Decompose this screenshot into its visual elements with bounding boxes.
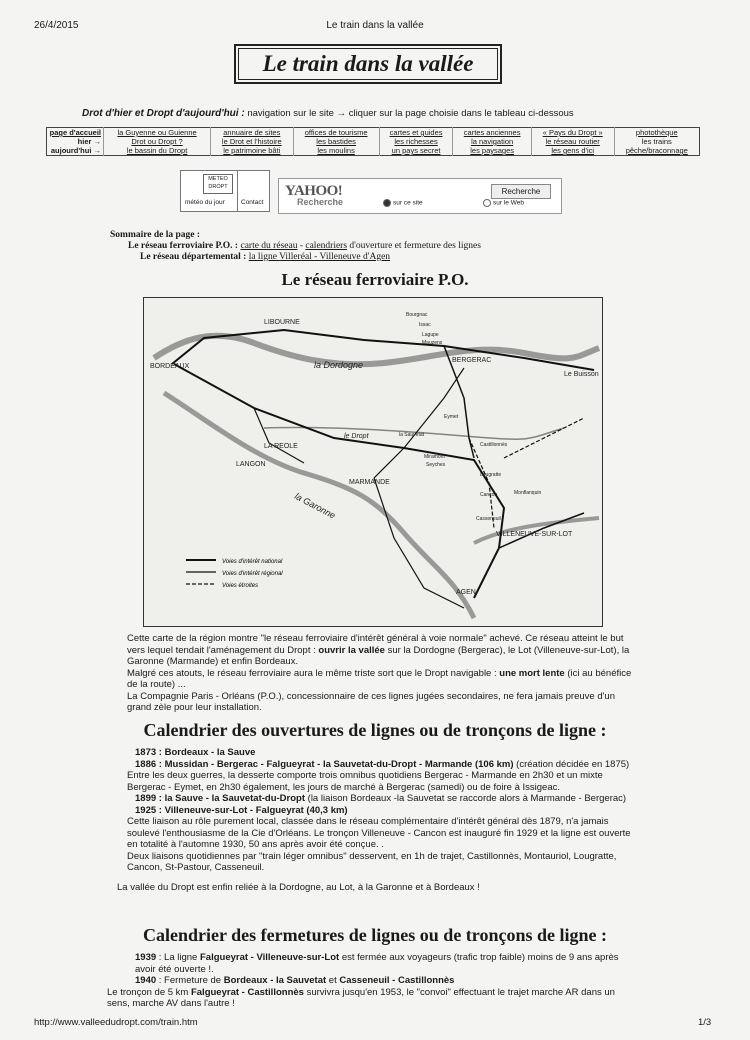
map-label: la Dordogne [314,360,364,370]
map-label: Seyches [426,462,446,468]
nav-link[interactable]: offices de tourisme [304,128,368,137]
year: 1940 [135,975,157,986]
meteo-link[interactable]: météo du jour [185,199,225,206]
summary-label: Le réseau ferroviaire P.O. : [128,241,241,251]
radio-this-site[interactable] [383,199,423,207]
map-label: Issac [419,322,431,328]
map-label: LA REOLE [264,443,298,450]
nav-table [46,127,700,156]
line-name: : Bordeaux - la Sauve [156,747,256,758]
text-bold: une mort lente [499,667,565,679]
nav-link[interactable]: Drot ou Dropt ? [131,137,183,146]
nav-link[interactable]: pêche/braconnage [625,146,688,155]
nav-link[interactable]: « Pays du Dropt » [542,128,603,137]
closures-list [107,952,637,1010]
print-header-title: Le train dans la vallée [326,20,424,31]
summary-text: d'ouverture et fermeture des lignes [347,241,481,251]
rail-line-regional [374,368,464,478]
summary-sep: - [297,241,306,251]
line-name: : Mussidan - Bergerac - Falgueyrat - la Sauvetat-du-Dropt - Marmande (106 km) [156,758,514,770]
openings-list [107,747,637,893]
meteo-logo[interactable]: METEO DROPT [203,174,233,194]
summary-link-line[interactable]: la ligne Villeréal - Villeneuve d'Agen [248,252,391,262]
nav-link[interactable]: cartes et guides [389,128,443,137]
map-label: Casseneuil [476,516,501,522]
map-label: Cancon [480,492,498,498]
nav-link[interactable]: les bastides [316,137,356,146]
map-label: Bourgnac [406,312,428,318]
text: : La ligne [156,952,200,963]
map-label: Monflanquin [514,490,542,496]
nav-link[interactable]: la Guyenne ou Guienne [117,128,197,137]
summary-link-map[interactable]: carte du réseau [240,241,298,251]
nav-current: les trains [641,137,672,146]
year: 1939 [135,952,157,963]
nav-link[interactable]: un pays secret [391,146,441,155]
nav-row-label: aujourd'hui → [50,146,101,155]
year: 1873 [135,747,157,758]
intro-paragraph [107,633,637,714]
search-button[interactable]: Recherche [491,184,551,199]
text: est fermée aux voyageurs (trafic trop faible) moins de 9 ans après avoir été ouverte !. [135,952,619,975]
heading-closures: Calendrier des fermetures de lignes ou de tronçons de ligne : [143,925,607,945]
legend-label: Voies étroites [222,583,259,589]
nav-link[interactable]: annuaire de sites [223,128,281,137]
nav-link[interactable]: le patrimoine bâti [223,146,281,155]
text: : Fermeture de [156,975,224,986]
site-banner [234,44,502,84]
nav-row-label: hier → [77,137,101,146]
text-bold: ouvrir la vallée [318,644,385,656]
nav-link[interactable]: la navigation [471,137,514,146]
year: 1899 [135,793,157,804]
summary-heading: Sommaire de la page : [110,230,201,240]
page-summary [110,230,481,263]
navigation-hint-text: navigation sur le site → cliquer sur la page choisie dans le tableau ci-dessous [244,108,574,119]
map-label: BORDEAUX [150,363,190,370]
line-name: Casseneuil - Castillonnès [339,975,455,986]
radio-web[interactable] [483,199,524,207]
map-label: Mauzens [422,340,443,346]
meteo-box [180,170,270,212]
radio-empty-icon [483,199,491,207]
text: survivra jusqu'en 1953, le "convoi" effectuant le trajet marche AR dans un sens, marche AV dans l'autre ! [107,986,615,1009]
railway-map [143,297,603,627]
text: La Compagnie Paris - Orléans (P.O.), concessionnaire de ces lignes jugées secondaires, ne fera jamais preuve d'un grand zèle pour leur installation. [127,690,615,713]
radio-label: sur le Web [493,199,524,207]
map-label: Lougratte [480,472,502,478]
yahoo-logo: YAHOO! [285,183,343,199]
map-label: Eymet [444,414,459,420]
text: La vallée du Dropt est enfin reliée à la Dordogne, au Lot, à la Garonne et à Bordeaux ! [117,881,480,893]
print-footer-url: http://www.valleedudropt.com/train.htm [34,1017,198,1028]
radio-selected-icon [383,199,391,207]
year: 1925 [135,804,157,816]
text: (la liaison Bordeaux -la Sauvetat se raccorde alors à Marmande - Bergerac) [305,793,627,804]
summary-link-calendars[interactable]: calendriers [305,241,348,251]
nav-link-home[interactable]: page d'accueil [49,128,101,137]
nav-row [47,137,700,146]
print-footer-page: 1/3 [698,1017,712,1028]
nav-link[interactable]: le Drot et l'histoire [221,137,282,146]
map-label: LIBOURNE [264,319,300,326]
text: sur la Dordogne (Bergerac), le Lot (Villeneuve-sur-Lot), la Garonne (Marmande) et enfin Bordeaux. [127,644,630,667]
legend-label: Voies d'intérêt national [222,559,283,565]
nav-link[interactable]: cartes anciennes [463,128,521,137]
yahoo-search-box [278,178,562,214]
map-label: MARMANDE [349,479,390,486]
nav-row [47,128,700,138]
navigation-hint [82,108,574,119]
print-date: 26/4/2015 [34,20,79,31]
map-label: la Sauvetat [399,432,425,438]
text: Entre les deux guerres, la desserte comporte trois omnibus quotidiens Bergerac - Marmande en 2h30 et un mixte Bergerac - Eymet, en 2h30 également, les jours de marché à Bergerac (samedi) ou de foire à Issigeac. [127,770,603,793]
map-label: AGEN [456,589,476,596]
line-name: : Villeneuve-sur-Lot - Falgueyrat (40,3 km) [156,804,348,816]
line-name: Bordeaux - la Sauvetat [223,975,327,986]
rail-line-regional [374,478,464,608]
yahoo-logo-sub: Recherche [297,197,344,207]
text: (ici au bénéfice de la route) ... [127,667,632,690]
nav-link[interactable]: les moulins [317,146,355,155]
line-name: Falgueyrat - Villeneuve-sur-Lot [199,952,340,963]
legend-label: Voies d'intérêt régional [222,571,283,577]
text: Cette carte de la région montre "le réseau ferroviaire d'intérêt général à voie normale" achevé. Ce réseau atteint le but vers lequel tendait l'aménagement du Dropt : [127,633,624,656]
map-label: VILLENEUVE-SUR-LOT [496,531,573,538]
contact-link[interactable]: Contact [241,199,264,206]
nav-row [47,146,700,156]
map-label: la Garonne [293,490,338,521]
nav-link[interactable]: le bassin du Dropt [126,146,188,155]
navigation-hint-title: Drot d'hier et Dropt d'aujourd'hui : [82,108,245,119]
nav-link[interactable]: photothèque [635,128,678,137]
railway-map-svg [144,298,602,626]
text: Le tronçon de 5 km [107,986,191,998]
map-label: LANGON [236,461,266,468]
map-label: BERGERAC [452,357,492,364]
line-name: : la Sauve - la Sauvetat-du-Dropt [156,793,306,804]
map-label: Le Buisson [564,371,599,378]
map-label: Castillonnès [480,442,508,448]
text: et [326,975,340,986]
line-name: Falgueyrat - Castillonnès [190,986,304,998]
text: Deux liaisons quotidiennes par "train léger omnibus" desservent, en 1h de trajet, Castillonnès, Montauriol, Lougratte, Cancon, St-Pastour, Casseneuil. [127,850,617,873]
text: Malgré ces atouts, le réseau ferroviaire aura le même triste sort que le Dropt navigable : [127,667,500,679]
nav-link[interactable]: les gens d'ici [551,146,595,155]
nav-link[interactable]: les richesses [394,137,438,146]
map-label: Lagupe [422,332,439,338]
map-label: Miramont [424,454,445,460]
year: 1886 [135,758,157,770]
nav-link[interactable]: les paysages [470,146,515,155]
map-legend [186,559,283,589]
rail-line-narrow [504,418,584,458]
banner-title: Le train dans la vallée [238,48,498,80]
map-label: le Dropt [344,433,369,440]
meteo-divider [237,171,238,211]
summary-label: Le réseau départemental : [140,252,249,262]
heading-openings: Calendrier des ouvertures de lignes ou de tronçons de ligne : [143,720,607,740]
nav-link[interactable]: le réseau routier [545,137,600,146]
radio-label: sur ce site [393,199,423,207]
text: Cette liaison au rôle purement local, classée dans le réseau complémentaire d'intérêt général dès 1879, n'a jamais soulevé l'enthousiasme de la Cie d'Orléans. Le tronçon Villeneuve - Cancon est inauguré fin 1929 et la ligne est ouverte en totalité à l'automne 1930, 50 ans après avoir été conçue. . [127,816,631,850]
section-title: Le réseau ferroviaire P.O. [281,270,469,289]
text: (création décidée en 1875) [513,758,630,770]
